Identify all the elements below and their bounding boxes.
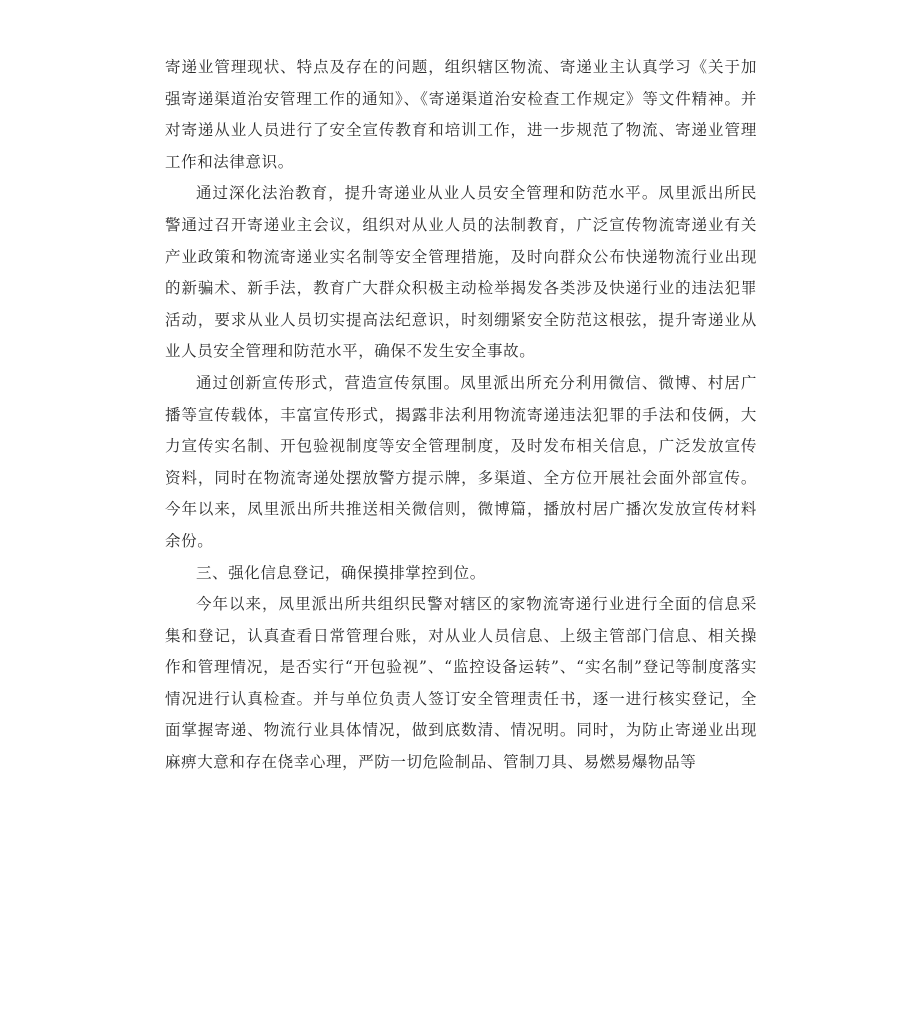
paragraph-legal-education: 通过深化法治教育，提升寄递业从业人员安全管理和防范水平。凤里派出所民警通过召开寄递业主会议，组织对从业人员的法制教育，广泛宣传物流寄递业有关产业政策和物流寄递业实名制等安全管理措施，及时向群众公布快递物流行业出现的新骗术、新手法，教育广大群众积极主动检举揭发各类涉及快递行业的违法犯罪活动，要求从业人员切实提高法纪意识，时刻绷紧安全防范这根弦，提升寄递业从业人员安全管理和防范水平，确保不发生安全事故。	[165, 184, 757, 361]
paragraph-publicity: 通过创新宣传形式，营造宣传氛围。凤里派出所充分利用微信、微博、村居广播等宣传载体，丰富宣传形式，揭露非法利用物流寄递违法犯罪的手法和伎俩，大力宣传实名制、开包验视制度等安全管理制度，及时发布相关信息，广泛发放宣传资料，同时在物流寄递处摆放警方提示牌，多渠道、全方位开展社会面外部宣传。今年以来，凤里派出所共推送相关微信则，微博篇，播放村居广播次发放宣传材料余份。	[165, 373, 757, 550]
section-heading-information-registration: 三、强化信息登记，确保摸排掌控到位。	[196, 563, 486, 582]
paragraph-information-registration: 今年以来，凤里派出所共组织民警对辖区的家物流寄递行业进行全面的信息采集和登记，认真查看日常管理台账，对从业人员信息、上级主管部门信息、相关操作和管理情况，是否实行“开包验视”、“监控设备运转”、“实名制”登记等制度落实情况进行认真检查。并与单位负责人签订安全管理责任书，逐一进行核实登记，全面掌握寄递、物流行业具体情况，做到底数清、情况明。同时，为防止寄递业出现麻痹大意和存在侥幸心理，严防一切危险制品、管制刀具、易燃易爆物品等	[165, 595, 757, 772]
document-body	[165, 52, 757, 779]
paragraph-continuation: 寄递业管理现状、特点及存在的问题，组织辖区物流、寄递业主认真学习《关于加强寄递渠道治安管理工作的通知》、《寄递渠道治安检查工作规定》等文件精神。并对寄递从业人员进行了安全宣传教育和培训工作，进一步规范了物流、寄递业管理工作和法律意识。	[165, 58, 757, 171]
